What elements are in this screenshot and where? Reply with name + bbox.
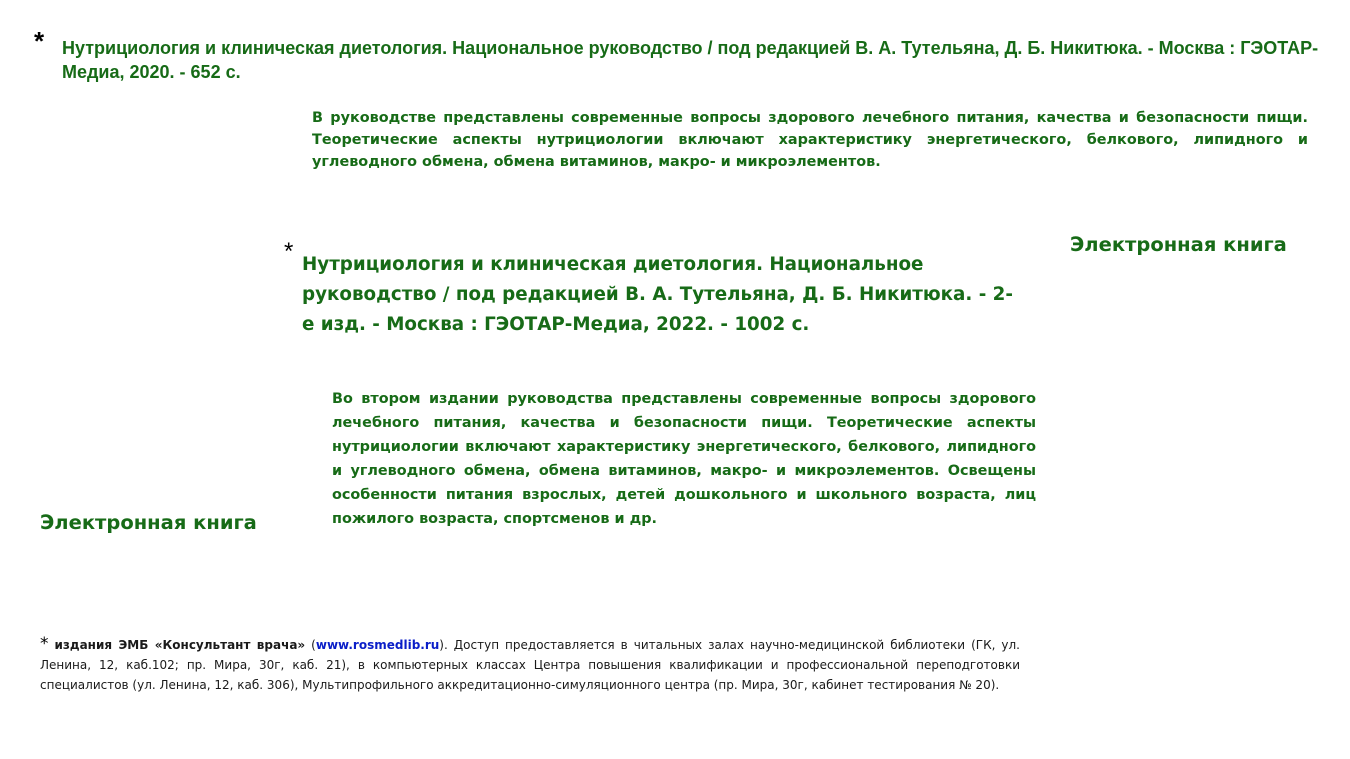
rosmedlib-link[interactable]: www.rosmedlib.ru <box>315 638 440 652</box>
footnote-asterisk: * <box>40 634 49 654</box>
book1-ebook-link[interactable]: Электронная книга <box>1070 233 1287 256</box>
book2-ebook-link[interactable]: Электронная книга <box>40 511 257 534</box>
book1-asterisk: * <box>34 26 45 56</box>
footnote <box>40 634 1020 695</box>
footnote-lead: издания ЭМБ «Консультант врача» <box>54 638 306 652</box>
footnote-text: Доступ предоставляется в читальных залах научно-медицинской библиотеки (ГК, ул. Ленина, 12, каб.102; пр. Мира, 30г, каб. 21), в компьютерных классах Центра повышения квалификации и профессиональной переподготовки специалистов (ул. Ленина, 12, каб. 306), Мультипрофильного аккредитационно-симуляционного центра (пр. Мира, 30г, кабинет тестирования № 20). <box>40 638 1020 692</box>
book2-description: Во втором издании руководства представлены современные вопросы здорового лечебного питания, качества и безопасности пищи. Теоретические аспекты нутрициологии включают характеристику энергетического, белкового, липидного и углеводного обмена, обмена витаминов, макро- и микроэлементов. Освещены особенности питания взрослых, детей дошкольного и школьного возраста, лиц пожилого возраста, спортсменов и др. <box>332 391 1036 527</box>
book1-description: В руководстве представлены современные вопросы здорового лечебного питания, качества и безопасности пищи. Теоретические аспекты нутрициологии включают характеристику энергетического, белкового, липидного и углеводного обмена, обмена витаминов, макро- и микроэлементов. <box>312 110 1308 170</box>
book1-citation: Нутрициология и клиническая диетология. Национальное руководство / под редакцией В. А. Тутельяна, Д. Б. Никитюка. - Москва : ГЭОТАР-Медиа, 2020. - 652 с. <box>62 38 1319 82</box>
footnote-paren-close: ). <box>439 638 448 652</box>
book2-asterisk: * <box>284 238 294 265</box>
book2-citation: Нутрициология и клиническая диетология. Национальное руководство / под редакцией В. А. Тутельяна, Д. Б. Никитюка. - 2-е изд. - Москва : ГЭОТАР-Медиа, 2022. - 1002 с. <box>302 254 1013 335</box>
footnote-paren-open: ( <box>305 638 316 652</box>
